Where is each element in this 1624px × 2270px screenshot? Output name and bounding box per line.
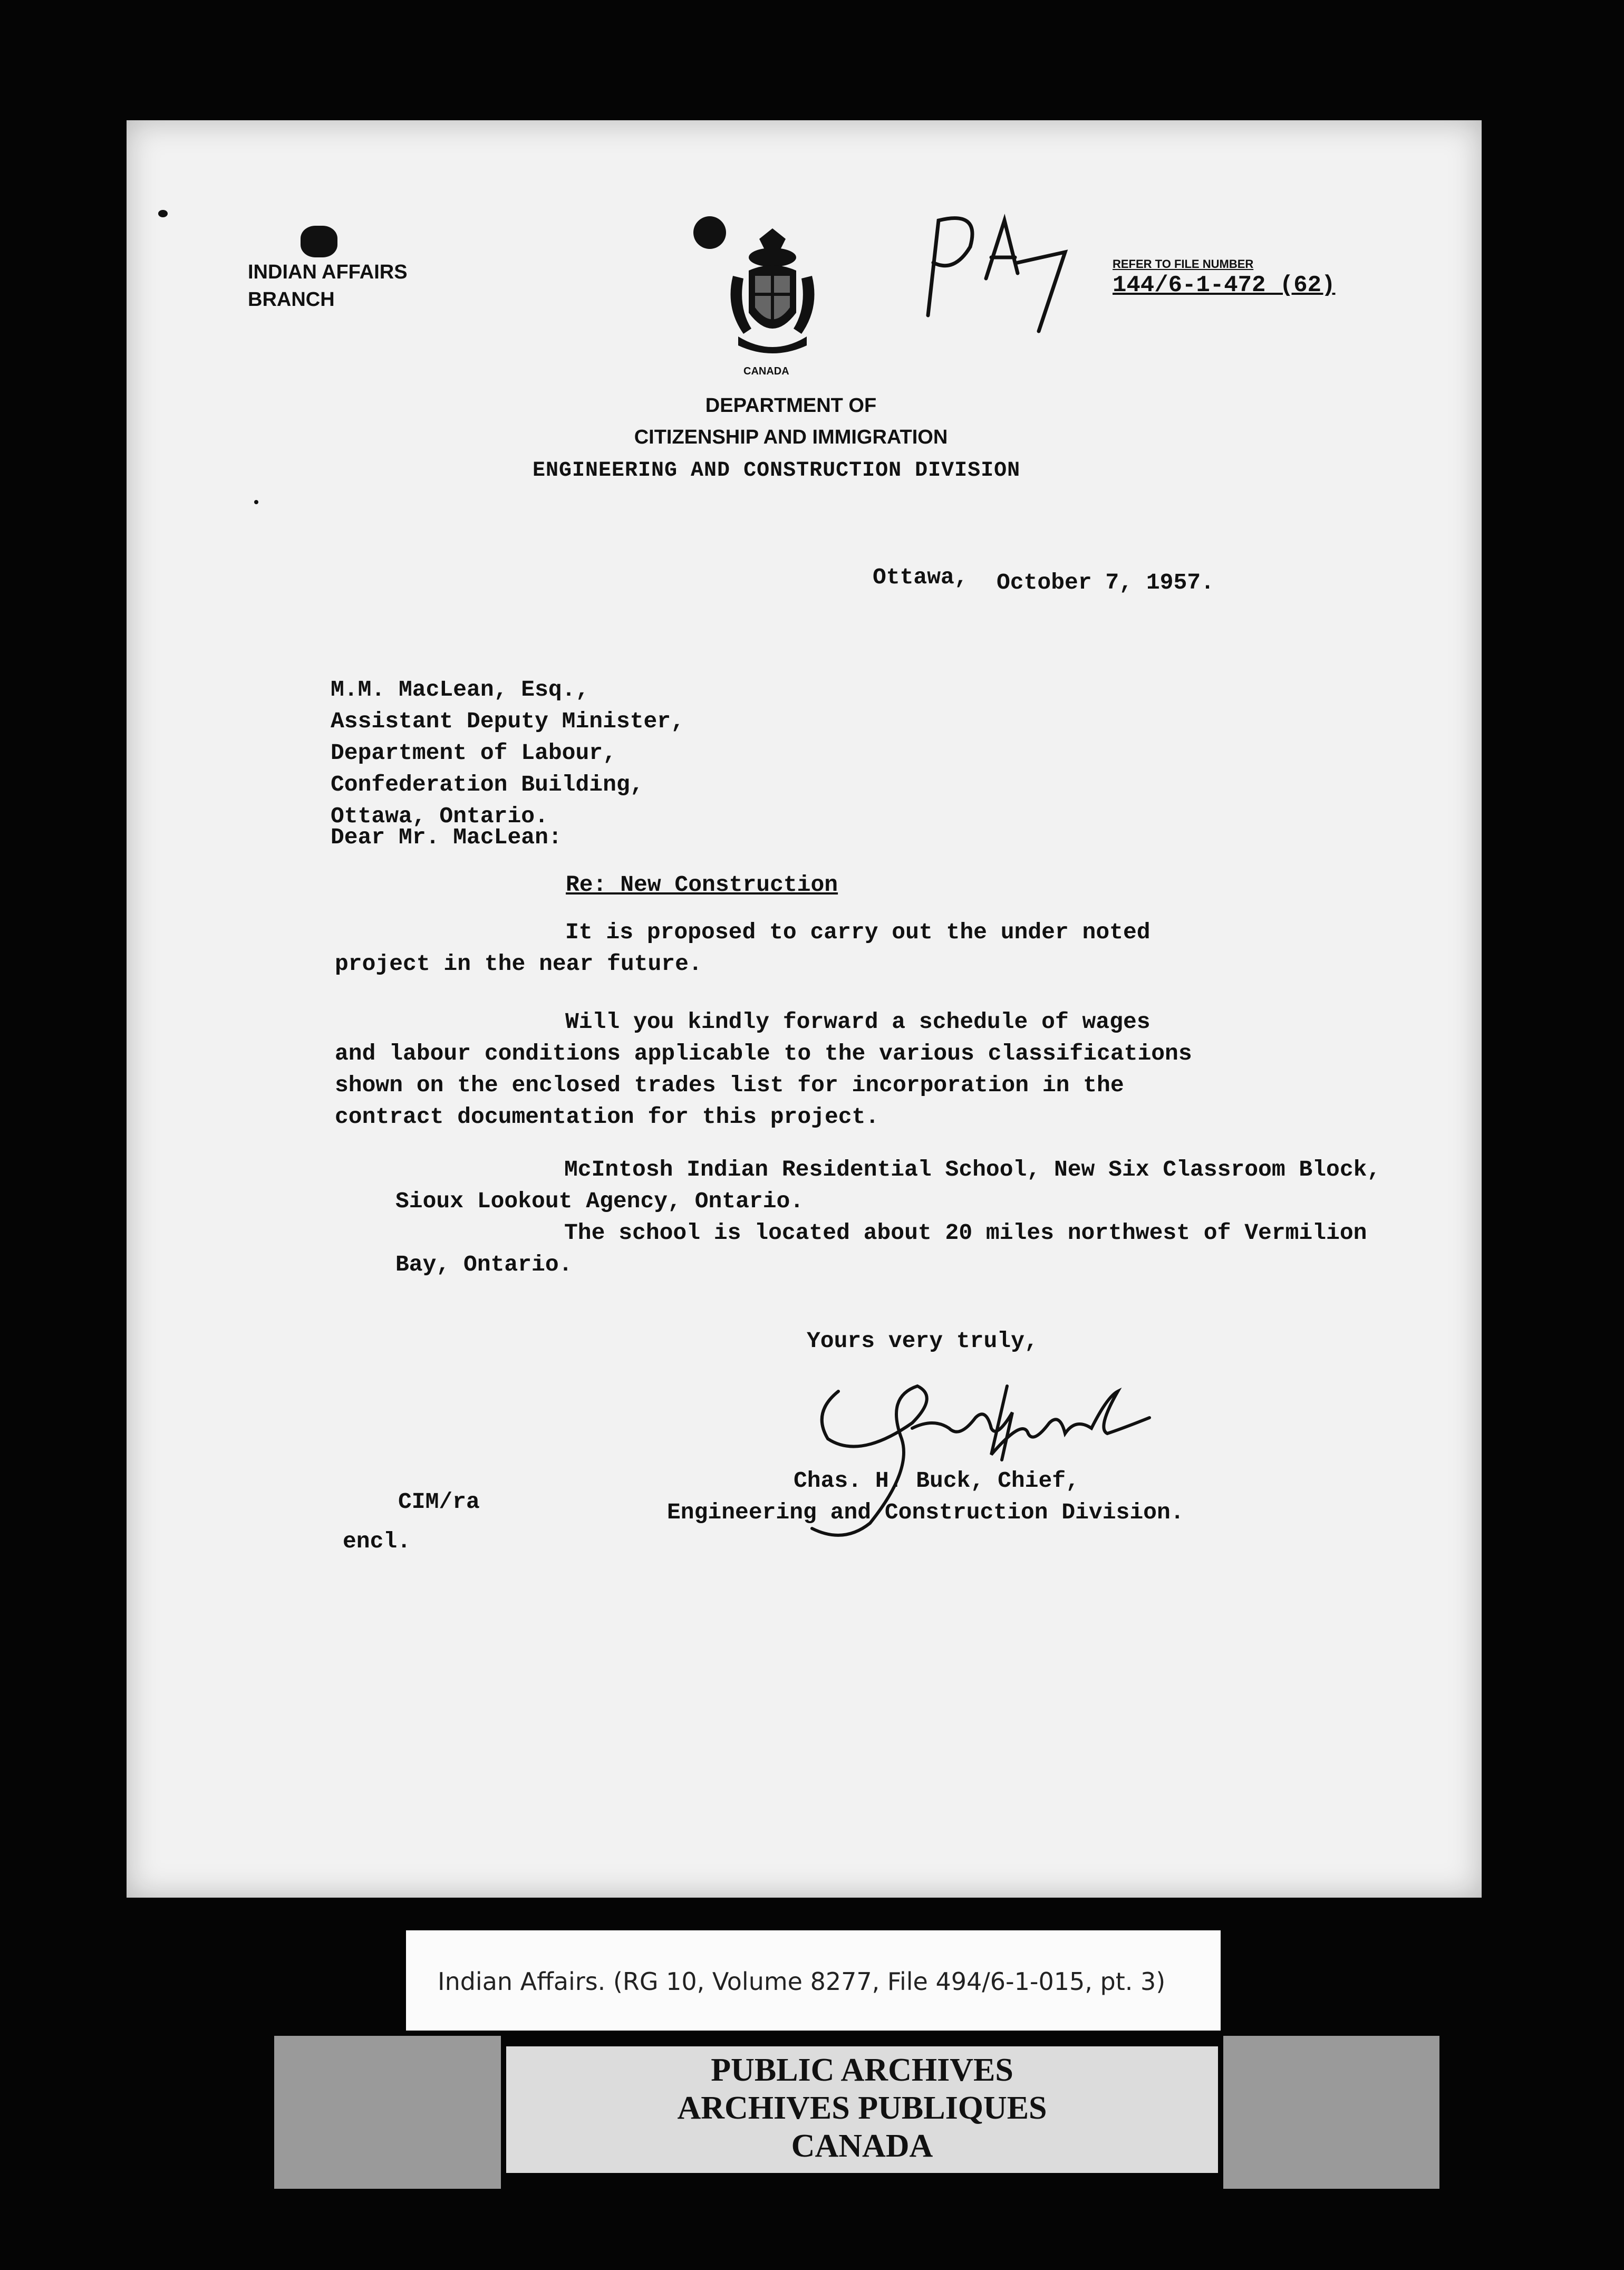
closing: Yours very truly,	[807, 1328, 1038, 1354]
archives-stamp	[506, 2046, 1218, 2173]
subject-line: Re: New Construction	[566, 872, 838, 898]
project-description: McIntosh Indian Residential School, New Six Classroom Block, Sioux Lookout Agency, Ontario. The school is located about 20 miles northwest of Vermilion Bay, Ontario.	[395, 1157, 1381, 1277]
punch-hole	[693, 216, 726, 249]
place: Ottawa,	[873, 564, 968, 590]
paragraph-1: It is proposed to carry out the under noted project in the near future.	[335, 919, 1151, 977]
coat-of-arms-icon	[722, 228, 823, 360]
archives-stamp-line-1: PUBLIC ARCHIVES	[711, 2052, 1013, 2088]
film-strip-right	[1223, 2036, 1439, 2189]
archive-reference-card	[406, 1930, 1221, 2031]
archives-stamp-line-3: CANADA	[791, 2128, 933, 2164]
paragraph-2: Will you kindly forward a schedule of wages and labour conditions applicable to the various classifications shown on the enclosed trades list for incorporation in the contract documentation for this project.	[335, 1009, 1192, 1130]
handwritten-mark	[907, 199, 1076, 336]
country-label: CANADA	[743, 365, 789, 377]
film-strip-left	[274, 2036, 501, 2189]
department-line-2: CITIZENSHIP AND IMMIGRATION	[634, 426, 948, 448]
date: October 7, 1957.	[997, 570, 1214, 595]
division-name: ENGINEERING AND CONSTRUCTION DIVISION	[533, 459, 1021, 483]
signer-name: Chas. H. Buck, Chief,	[794, 1468, 1079, 1494]
file-number: 144/6-1-472 (62)	[1113, 272, 1336, 299]
archive-reference: Indian Affairs. (RG 10, Volume 8277, File 494/6-1-015, pt. 3)	[438, 1967, 1166, 1996]
file-number-label: REFER TO FILE NUMBER	[1113, 257, 1254, 271]
signer-title: Engineering and Construction Division.	[667, 1499, 1184, 1525]
speck	[254, 500, 258, 504]
speck	[158, 210, 168, 217]
recipient-address: M.M. MacLean, Esq., Assistant Deputy Minister, Department of Labour, Confederation Building, Ottawa, Ontario.	[331, 677, 684, 829]
salutation: Dear Mr. MacLean:	[331, 824, 562, 850]
archives-stamp-line-2: ARCHIVES PUBLIQUES	[677, 2090, 1047, 2126]
enclosure-note: encl.	[343, 1528, 411, 1554]
department-line-1: DEPARTMENT OF	[705, 395, 877, 417]
ink-blot	[301, 226, 337, 257]
typist-initials: CIM/ra	[398, 1489, 480, 1515]
letter-page	[127, 120, 1482, 1898]
branch-name: INDIAN AFFAIRS BRANCH	[248, 261, 408, 311]
